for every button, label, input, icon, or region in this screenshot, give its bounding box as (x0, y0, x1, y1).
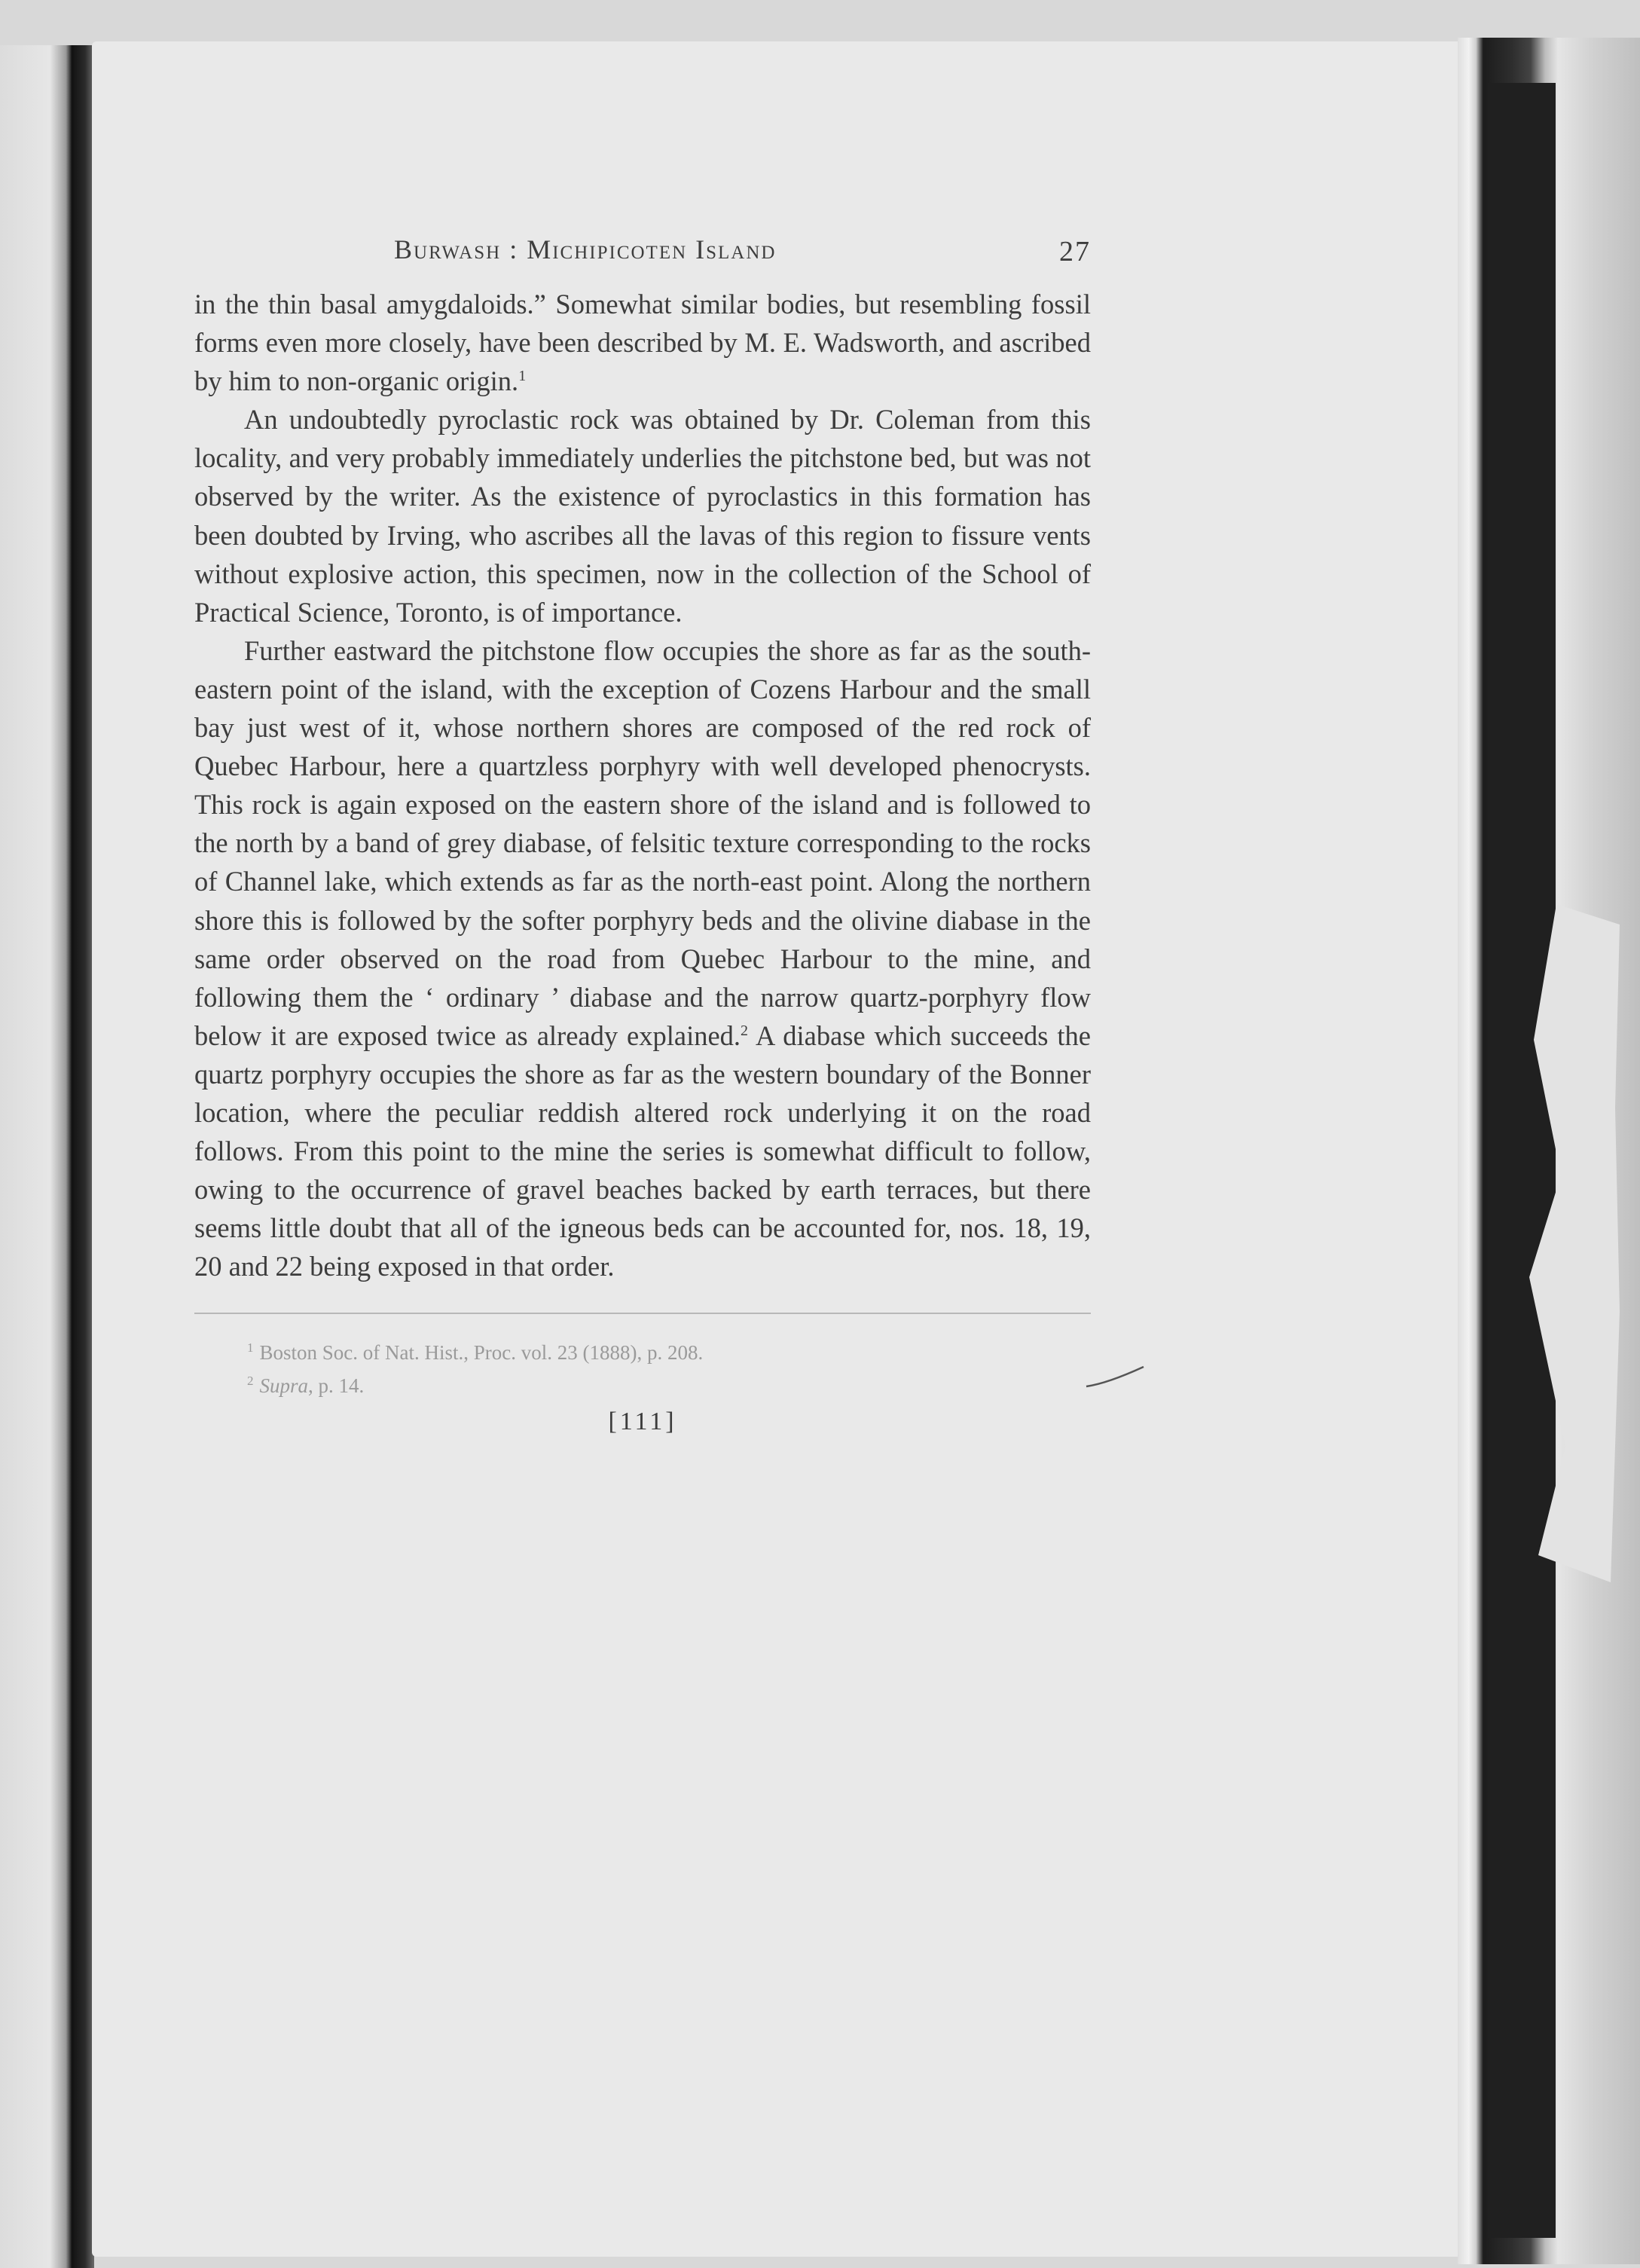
footnote-mark: 2 (247, 1374, 254, 1389)
page-content (194, 234, 1091, 1436)
footnote-reference: 1 (518, 368, 527, 385)
paragraph-text: Further eastward the pitchstone flow occupies the shore as far as the south-eastern point of the island, with the exception of Cozens Harbour and the small bay just west of it, whose northern shores are composed of the red rock of Quebec Harbour, here a quartzless porphyry with well developed phenocrysts. This rock is again exposed on the eastern shore of the island and is followed to the north by a band of grey diabase, of felsitic texture corresponding to the rocks of Channel lake, which extends as far as the north-east point. Along the northern shore this is followed by the softer porphyry beds and the olivine diabase in the same order observed on the road from Quebec Harbour to the mine, and following them the ‘ ordinary ’ diabase and the narrow quartz-porphyry flow below it are exposed twice as already explained. (194, 634, 1091, 1051)
body-text (194, 285, 1091, 1285)
paragraph-text: in the thin basal amygdaloids.” Somewhat similar bodies, but resembling fossil forms even more closely, have been described by M. E. Wadsworth, and ascribed by him to non-organic origin. (194, 289, 1091, 397)
paragraph (194, 285, 1091, 400)
footnotes (247, 1334, 1091, 1436)
paragraph-text: A diabase which succeeds the quartz porphyry occupies the shore as far as the western boundary of the Bonner location, where the peculiar reddish altered rock underlying it on the road follows. From this point to the mine the series is somewhat difficult to follow, owing to the occurrence of gravel beaches backed by earth terraces, but there seems little doubt that all of the igneous beds can be accounted for, nos. 18, 19, 20 and 22 being exposed in that order. (194, 1019, 1092, 1282)
book-gutter (72, 45, 94, 2268)
footnote-mark: 1 (247, 1340, 254, 1356)
footnote-text: Boston Soc. of Nat. Hist., Proc. vol. 23 (1888), p. 208. (259, 1341, 704, 1365)
footnote-text: , p. 14. (308, 1374, 365, 1398)
footnote-text-italic: Supra (259, 1374, 309, 1398)
fore-edge-shadow (1488, 83, 1556, 2238)
facing-page-edge (0, 45, 72, 2268)
footnote-reference: 2 (741, 1022, 749, 1039)
running-head (194, 234, 1091, 279)
paragraph (194, 631, 1091, 1286)
signature-mark: [111] (608, 1408, 677, 1436)
pencil-margin-mark (1085, 1362, 1145, 1392)
page-number: 27 (1059, 236, 1091, 267)
footnote-rule (194, 1313, 1091, 1314)
paragraph-text: An undoubtedly pyroclastic rock was obtained by Dr. Coleman from this locality, and very probably immediately underlies the pitchstone bed, but was not observed by the writer. As the existence of pyroclastics in this formation has been doubted by Irving, who ascribes all the lavas of this region to fissure vents without explosive action, this specimen, now in the collection of the School of Practical Science, Toronto, is of importance. (194, 404, 1091, 628)
running-head-title: Burwash : Michipicoten Island (394, 234, 777, 264)
footnote (247, 1334, 1091, 1367)
paragraph (194, 400, 1091, 631)
book-fore-edge (1458, 38, 1640, 2264)
footnote (247, 1367, 1091, 1400)
